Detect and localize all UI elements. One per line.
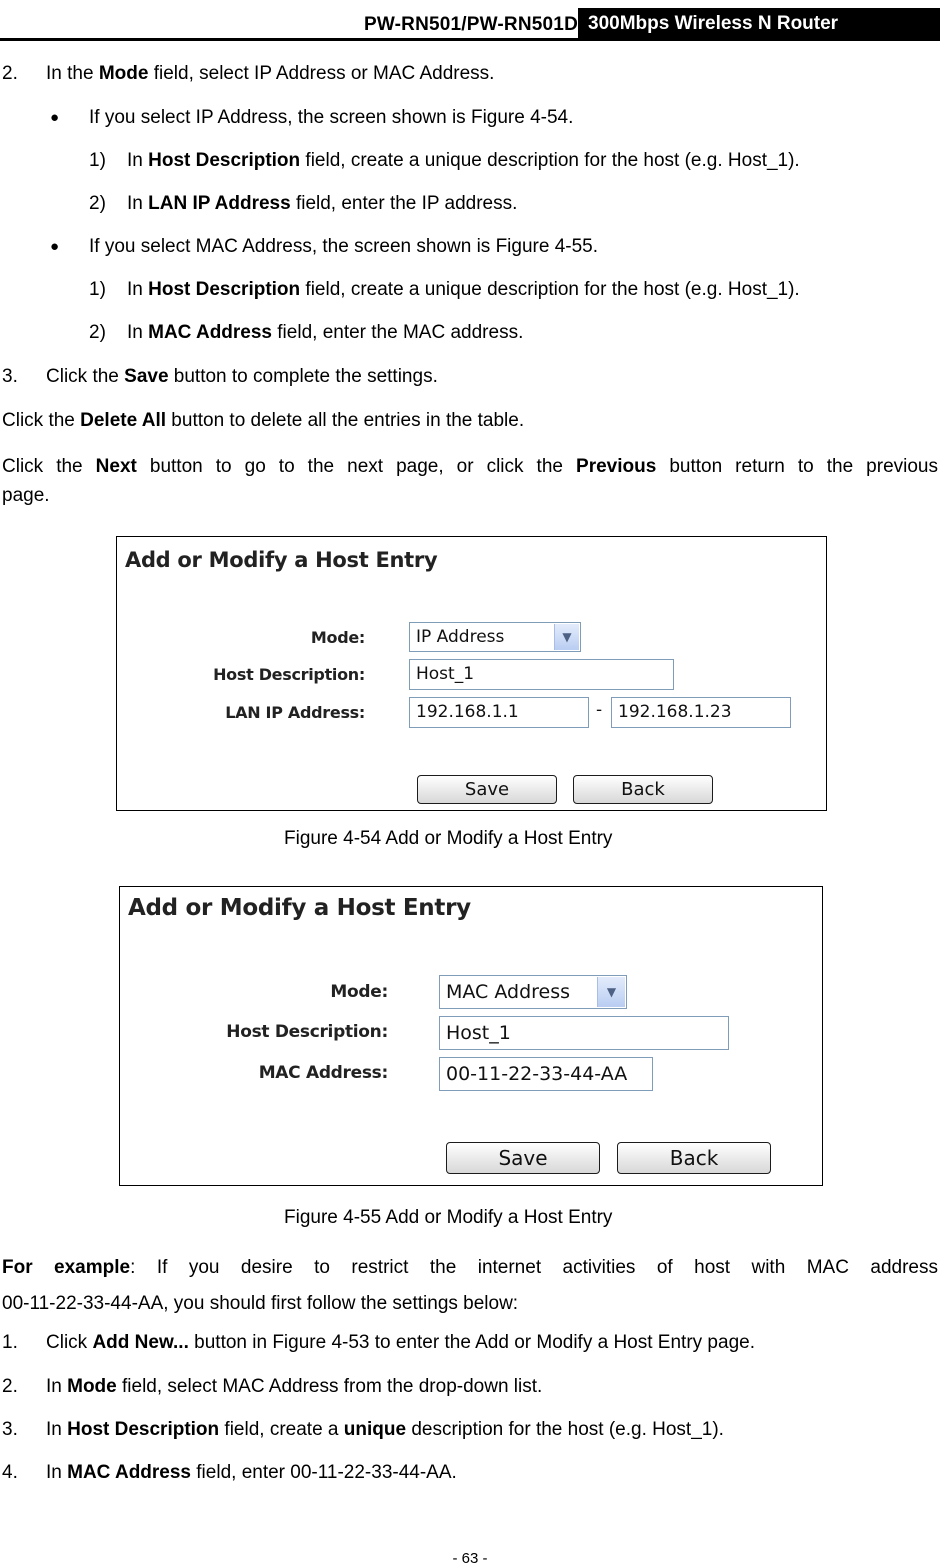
header-rule [0,38,940,41]
lan-ip-label: LAN IP Address: [225,703,365,722]
host-description-label: Host Description: [226,1022,388,1042]
bullet-icon: ● [50,238,60,255]
chevron-down-icon[interactable]: ▼ [554,624,579,650]
figure-4-55-caption: Figure 4-55 Add or Modify a Host Entry [284,1207,613,1228]
save-button[interactable]: Save [417,775,557,804]
figure-4-54-caption: Figure 4-54 Add or Modify a Host Entry [284,828,613,849]
back-button[interactable]: Back [573,775,713,804]
ip-start-input[interactable]: 192.168.1.1 [409,697,589,728]
page-header [0,8,940,41]
form-title: Add or Modify a Host Entry [128,895,471,921]
back-button[interactable]: Back [617,1142,771,1174]
figure-4-54-screenshot [116,536,827,811]
example-paragraph: For example: If you desire to restrict the internet activities of host with MAC address [2,1257,938,1278]
mode-label: Mode: [310,628,365,647]
figure-4-55-screenshot [119,886,823,1186]
mac-address-label: MAC Address: [258,1063,388,1083]
host-description-label: Host Description: [213,665,365,684]
ip-range-separator: - [596,700,603,720]
page-number: - 63 - [452,1550,488,1567]
paragraph-delete-all: Click the Delete All button to delete all the entries in the table. [2,410,525,431]
host-description-input[interactable]: Host_1 [409,659,674,690]
chevron-down-icon[interactable]: ▼ [597,977,625,1007]
step-number: 2. [2,63,18,84]
bullet-icon: ● [50,109,60,126]
save-button[interactable]: Save [446,1142,600,1174]
form-title: Add or Modify a Host Entry [125,548,438,572]
header-model: PW-RN501/PW-RN501D [364,14,578,35]
ip-end-input[interactable]: 192.168.1.23 [611,697,791,728]
mac-address-input[interactable]: 00-11-22-33-44-AA [439,1057,653,1091]
mode-select[interactable]: IP Address ▼ [409,622,581,652]
mode-select[interactable]: MAC Address ▼ [439,975,627,1009]
mode-label: Mode: [330,982,388,1002]
example-paragraph-cont: 00-11-22-33-44-AA, you should first follow the settings below: [2,1293,519,1314]
host-description-input[interactable]: Host_1 [439,1016,729,1050]
header-product: 300Mbps Wireless N Router [578,8,940,40]
paragraph-next-previous-cont: page. [2,485,50,506]
paragraph-next-previous: Click the Next button to go to the next page, or click the Previous button return to the previous [2,456,938,477]
